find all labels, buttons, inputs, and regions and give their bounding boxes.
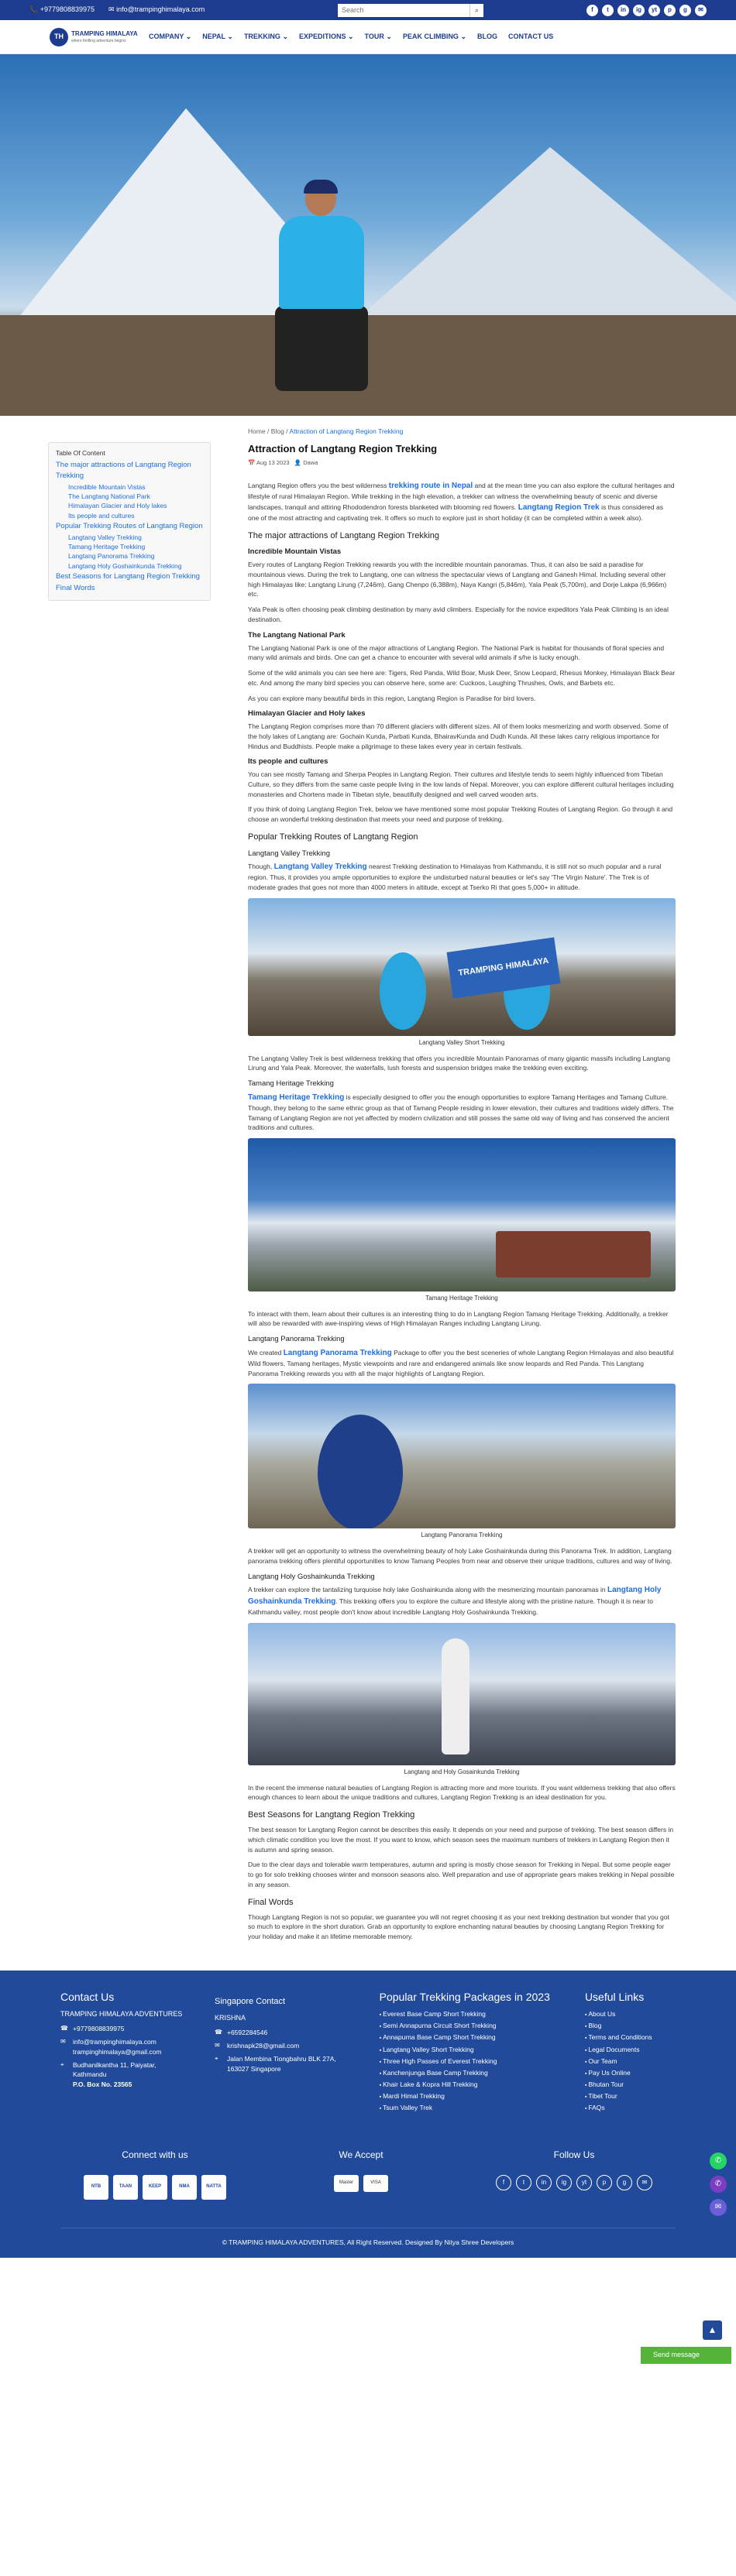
- footer-email[interactable]: krishnapk28@gmail.com: [226, 2042, 300, 2050]
- footer-link[interactable]: ▪ Legal Documents: [585, 2045, 676, 2055]
- footer-link[interactable]: ▪ FAQs: [585, 2103, 676, 2113]
- footer-accept: [334, 2149, 388, 2199]
- footer-address: Budhanilkantha 11, Paiyatar,: [73, 2061, 156, 2070]
- photo-caption: Tamang Heritage Trekking: [425, 1295, 498, 1302]
- linkedin-icon[interactable]: in: [617, 5, 629, 16]
- toc-link[interactable]: Tamang Heritage Trekking: [68, 543, 146, 551]
- gosainkunda-photo: [248, 1623, 676, 1765]
- visa-icon: VISA: [363, 2175, 388, 2192]
- paragraph: Some of the wild animals you can see here are: Tigers, Red Panda, Wild Boar, Musk Deer, Snow Leopard, Rhesus Monkey, Himalayan Black Bear etc. And among the many bird species you can observe here, some are: Cuckoos, Laughing Thrushes, Owls, and Barbets etc.: [248, 669, 676, 687]
- footer-connect: [84, 2149, 226, 2199]
- youtube-icon[interactable]: yt: [648, 5, 660, 16]
- linkedin-icon[interactable]: in: [536, 2175, 552, 2190]
- toc-link[interactable]: Langtang Panorama Trekking: [68, 552, 155, 561]
- nav-item-contact[interactable]: CONTACT US: [507, 32, 554, 40]
- toc-link[interactable]: Himalayan Glacier and Holy lakes: [68, 502, 167, 510]
- toc-link[interactable]: The Langtang National Park: [68, 492, 150, 501]
- subsection-heading: Its people and cultures: [248, 757, 328, 767]
- langtang-valley-photo: [248, 898, 676, 1036]
- twitter-icon[interactable]: t: [602, 5, 614, 16]
- affiliation-badge[interactable]: NATTA: [201, 2175, 226, 2200]
- toc-link[interactable]: Langtang Holy Goshainkunda Trekking: [68, 561, 182, 570]
- google-icon[interactable]: g: [617, 2175, 632, 2190]
- paragraph: The Langtang Region comprises more than 70 different glaciers with different sizes. All of them looks mesmerizing and worth observed. Some of the holy lakes of Langtang are: Gochain Kunda, Parbati Kunda, BhairavKunda and Dudh Kunda. All these lakes carry religious importance for Hindus and Buddhists. People make a pilgrimage to these lakes every year in certain festivals.: [248, 722, 669, 750]
- hero-trekker: [279, 182, 364, 406]
- intro-paragraph: Langtang Region offers you the best wilderness trekking route in Nepal and at the mean time you can also explore the cultural heritages and lifestyle of rural Himalayan Region. While trekking in the high elevation, a trekker can witness the overwhelming beauty of scenic and diverse landscapes, tranquil and attiring Rhododendron forests blanketed with blooming red flowers. Langtang Region Trek is thus considered as one of the most attracting and captivating trek. It offers so much to explore just in short holiday (it can be completed within a week also).: [248, 482, 675, 522]
- instagram-icon[interactable]: ig: [556, 2175, 572, 2190]
- breadcrumb-home[interactable]: Home: [248, 427, 266, 435]
- photo-caption: Langtang and Holy Gosainkunda Trekking: [404, 1768, 520, 1776]
- twitter-icon[interactable]: t: [516, 2175, 531, 2190]
- mail-icon: ✉: [214, 2042, 220, 2049]
- photo-caption: Langtang Panorama Trekking: [421, 1532, 503, 1539]
- search-box: [338, 4, 483, 17]
- footer-package-link[interactable]: ▪ Annapurna Base Camp Short Trekking: [380, 2032, 585, 2043]
- footer-package-link[interactable]: ▪ Khair Lake & Kopra Hill Trekking: [380, 2080, 585, 2090]
- main-nav: [0, 20, 736, 54]
- footer-link[interactable]: ▪ Blog: [585, 2021, 676, 2031]
- paragraph: As you can explore many beautiful birds in this region, Langtang Region is Paradise for bird lovers.: [248, 694, 536, 702]
- footer-heading: We Accept: [339, 2149, 383, 2161]
- subsection-heading: Langtang Holy Goshainkunda Trekking: [248, 1572, 375, 1581]
- inline-link[interactable]: Langtang Holy Goshainkunda Trekking: [248, 1586, 662, 1607]
- mastercard-icon: Master: [334, 2175, 359, 2192]
- paragraph: A trekker will get an opportunity to witness the overwhelming beauty of holy Lake Goshainkunda during this Panorama Trek. In addition, Langtang panorama trekking offers plentiful opportunities to know Tamang Peoples from near and observe their unique traditions, cultures and way of living.: [248, 1547, 672, 1565]
- footer-package-link[interactable]: ▪ Langtang Valley Short Trekking: [380, 2045, 585, 2055]
- footer-heading: Contact Us: [60, 1990, 115, 2003]
- toc-link[interactable]: Its people and cultures: [68, 511, 135, 520]
- paragraph: In the recent the immense natural beauties of Langtang Region is attracting more and more tourists. If you want wilderness trekking that also offers enough chances to learn about the unique traditions and cultures, Langtang Region Trekking is an ideal destination for you.: [248, 1783, 676, 1802]
- topbar-social: [586, 5, 707, 16]
- footer-follow: [496, 2149, 652, 2199]
- toc-link[interactable]: The major attractions of Langtang Region Trekking: [56, 461, 191, 481]
- hero-ground: [0, 315, 736, 416]
- paragraph: Yala Peak is often choosing peak climbing destination by many avid climbers. Especially for the novice expeditors Yala Peak Climbing is an ideal destination.: [248, 605, 669, 623]
- footer-email[interactable]: trampinghimalaya@gmail.com: [73, 2047, 162, 2056]
- photo-caption: Langtang Valley Short Trekking: [418, 1038, 505, 1046]
- footer-link[interactable]: ▪ Bhutan Tour: [585, 2080, 676, 2090]
- mail-icon[interactable]: ✉: [695, 5, 707, 16]
- send-message-button[interactable]: Send message: [641, 2347, 731, 2364]
- pinterest-icon[interactable]: p: [664, 5, 676, 16]
- phone-icon: ☎: [214, 2028, 222, 2036]
- affiliation-badge[interactable]: NMA: [172, 2175, 197, 2200]
- toc-link[interactable]: Final Words: [56, 583, 95, 592]
- langtang-panorama-photo: [248, 1384, 676, 1528]
- subsection-heading: Langtang Valley Trekking: [248, 849, 330, 858]
- paragraph: To interact with them, learn about their cultures is an interesting thing to do in Langtang Region Tamang Heritage Trekking. Additionally, a trekker will also be rewarded with awe-inspiring views of High Himalayan Ranges including Langtang Lirung.: [248, 1309, 669, 1328]
- messenger-icon[interactable]: ✉: [710, 2199, 727, 2216]
- footer-heading: Useful Links: [584, 1990, 645, 2003]
- inline-link[interactable]: trekking route in Nepal: [388, 482, 473, 491]
- paragraph: Every routes of Langtang Region Trekking rewards you with the incredible mountain panoramas. Thus, it can also be said a paradise for mountainous views. During the trek to Langtang, one can witness the spectacular views of Langtang and Ganesh Himal. Including several other high Himalayas like: Langtang Lirung (7,246m), Gang Chenpo (6,388m), Naya Kangri (5,846m), Yala Peak (5,700m), and Dorje Lakpa (6,966m) etc.: [248, 561, 667, 599]
- toc-link[interactable]: Langtang Valley Trekking: [68, 533, 142, 541]
- search-icon[interactable]: ⌕: [469, 4, 483, 17]
- mail-icon: ✉: [60, 2038, 66, 2046]
- inline-link[interactable]: Tamang Heritage Trekking: [248, 1092, 345, 1102]
- footer-package-link[interactable]: ▪ Everest Base Camp Short Trekking: [380, 2009, 585, 2019]
- footer-package-link[interactable]: ▪ Mardi Himal Trekking: [380, 2091, 585, 2101]
- toc-heading: Table Of Content: [56, 449, 105, 457]
- footer-address: 163027 Singapore: [226, 2064, 281, 2073]
- article: [248, 427, 676, 1947]
- viber-icon[interactable]: ✆: [710, 2176, 727, 2193]
- section-heading: Best Seasons for Langtang Region Trekking: [248, 1810, 415, 1820]
- paragraph: Tamang Heritage Trekking is especially designed to offer you the enough opportunities to explore Tamang Heritages and Tamang Culture. Though, they belong to the same ethnic group as that of Tamang People residing in lower elevation, their cultures and traditions widely differs. The Tamang of Langtang Region are not yet affected by modern civilization and still posses the same old way of living and has conserved the ancient traditions and cultures.: [248, 1092, 674, 1132]
- footer-email[interactable]: info@trampinghimalaya.com: [73, 2038, 156, 2046]
- paragraph: Due to the clear days and tolerable warm temperatures, autumn and spring is mostly chose season for Trekking in Nepal. But some people eager to go for solo trekking chooses winter and monsoon seasons also. Well preparation and use of appropriate gears makes trekking in Nepal possible in any season.: [248, 1861, 675, 1888]
- paragraph: The best season for Langtang Region cannot be describes this easily. It depends on your need and purpose of trekking. The best season differs in which climatic condition you love the most. If you want to know, which season sees the maximum numbers of trekkers in Langtang Region then it is autumn and spring season.: [248, 1826, 674, 1854]
- footer-company: TRAMPING HIMALAYA ADVENTURES: [60, 2010, 183, 2019]
- footer-heading: Follow Us: [553, 2149, 595, 2161]
- toc-link[interactable]: Popular Trekking Routes of Langtang Region: [56, 522, 203, 531]
- nav-item-peak-climbing[interactable]: PEAK CLIMBING ⌄: [402, 32, 466, 40]
- breadcrumb-separator: /: [284, 427, 290, 435]
- pinterest-icon[interactable]: p: [597, 2175, 612, 2190]
- footer-package-link[interactable]: ▪ Semi Annapurna Circuit Short Trekking: [380, 2021, 585, 2031]
- footer-heading: Singapore Contact: [214, 1996, 286, 2006]
- footer-heading: Connect with us: [122, 2149, 188, 2161]
- photo-banner: TRAMPING HIMALAYA: [447, 938, 561, 999]
- back-to-top-button[interactable]: ▲: [703, 2320, 722, 2340]
- inline-link[interactable]: Langtang Valley Trekking: [273, 863, 367, 872]
- nav-item-tour[interactable]: TOUR ⌄: [364, 32, 392, 40]
- post-author: 👤 Dawa: [294, 459, 318, 467]
- hero-image: [0, 54, 736, 416]
- paragraph: Though Langtang Region is not so popular, we guarantee you will not regret choosing it as your next trekking destination but wonder that you got so much to explore in the short duration. Grab an opportunity to explore enchanting natural beauties by choosing Langtang Region Trekking for your holiday and make it an lifetime memorable memory.: [248, 1912, 669, 1941]
- whatsapp-icon[interactable]: ✆: [710, 2152, 727, 2170]
- inline-link[interactable]: Langtang Region Trek: [518, 503, 600, 512]
- paragraph: We created Langtang Panorama Trekking Package to offer you the best sceneries of whole Langtang Region Himalayas and also beautiful Wild flowers, Tamang heritages, Mystic viewpoints and rare and endangered animals like snow leopards and Red Panda. This Langtang Panorama Trekking rewards you with all the major highlights of Langtang Region.: [248, 1348, 674, 1377]
- breadcrumb-separator: /: [265, 427, 271, 435]
- nav-item-company[interactable]: COMPANY ⌄: [149, 32, 192, 40]
- subsection-heading: Incredible Mountain Vistas: [248, 547, 342, 557]
- breadcrumb-current: Attraction of Langtang Region Trekking: [289, 427, 404, 435]
- hero-mountain-right: [333, 147, 736, 341]
- phone-icon: ☎: [60, 2025, 68, 2032]
- nav-item-trekking[interactable]: TREKKING ⌄: [243, 32, 288, 40]
- paragraph: The Langtang Valley Trek is best wilderness trekking that offers you incredible Mountain Panoramas of many gigantic massifs including Langtang Lirung and Yala Peak. Moreover, the waterfalls, lush forests and suspension bridges make the trekking even exciting.: [248, 1054, 670, 1072]
- facebook-icon[interactable]: f: [586, 5, 598, 16]
- paragraph: If you think of doing Langtang Region Trek, below we have mentioned some most popular Trekking Routes of Langtang Region. Go through it and choose an wonderful trekking destination that meets your need and purpose of trekking.: [248, 805, 673, 824]
- paragraph: Though, Langtang Valley Trekking nearest Trekking destination to Himalayas from Kathmandu, it is still not so much popular and a rural region. Thus, it provides you ample opportunities to explore the undisturbed natural beauties or let's say 'The Virgin Nature'. The Trek is of moderate grades that goes not more than 4000 meters in altitude, except at Tserko Ri that goes 5,000+ in altitude.: [248, 863, 662, 892]
- nav-menu: [149, 32, 553, 42]
- breadcrumb: [248, 427, 676, 436]
- site-logo[interactable]: [50, 28, 144, 46]
- subsection-heading: The Langtang National Park: [248, 630, 346, 640]
- breadcrumb-blog[interactable]: Blog: [270, 427, 284, 435]
- footer-package-link[interactable]: ▪ Kanchenjunga Base Camp Trekking: [380, 2068, 585, 2078]
- top-bar: [0, 0, 736, 20]
- affiliation-badge[interactable]: KEEP: [143, 2175, 167, 2200]
- inline-link[interactable]: Langtang Panorama Trekking: [283, 1348, 392, 1357]
- footer-singapore: [215, 1989, 380, 2115]
- google-icon[interactable]: g: [679, 5, 691, 16]
- footer-package-link[interactable]: ▪ Tsum Valley Trek: [380, 2103, 585, 2113]
- footer-link[interactable]: ▪ Terms and Conditions: [585, 2032, 676, 2043]
- copyright: © TRAMPING HIMALAYA ADVENTURES, All Right Reserved. Designed By Nitya Shree Developers: [60, 2228, 676, 2258]
- nav-item-blog[interactable]: BLOG: [476, 32, 497, 40]
- footer-link[interactable]: ▪ Our Team: [585, 2056, 676, 2067]
- footer-link[interactable]: ▪ Tibet Tour: [585, 2091, 676, 2101]
- affiliation-badge[interactable]: NTB: [84, 2175, 108, 2200]
- table-of-contents: [48, 442, 211, 1947]
- toc-link[interactable]: Best Seasons for Langtang Region Trekking: [56, 572, 200, 581]
- post-date: 📅 Aug 13 2023: [248, 459, 290, 467]
- footer-address: Jalan Membina Tiongbahru BLK 27A,: [226, 2055, 336, 2063]
- logo-tagline: where thrilling adventure begins: [71, 38, 126, 43]
- instagram-icon[interactable]: ig: [633, 5, 645, 16]
- affiliation-badge[interactable]: TAAN: [113, 2175, 138, 2200]
- topbar-email[interactable]: ✉ info@trampinghimalaya.com: [108, 5, 205, 14]
- footer-useful-links: [585, 1989, 676, 2115]
- paragraph: The Langtang National Park is one of the major attractions of Langtang Region. The National Park is habitat for thousands of floral species and many wild animals and birds. One can get a chance to encounter with several wild animals if s/he is lucky enough.: [248, 643, 665, 662]
- footer-packages: [380, 1989, 585, 2115]
- topbar-phone[interactable]: 📞 +9779808839975: [29, 5, 95, 14]
- logo-icon: TH: [50, 28, 68, 46]
- nav-item-nepal[interactable]: NEPAL ⌄: [202, 32, 233, 40]
- post-meta: [248, 459, 676, 468]
- site-footer: [0, 1971, 736, 2258]
- section-heading: The major attractions of Langtang Region Trekking: [248, 530, 440, 540]
- location-icon: ⌖: [60, 2061, 64, 2069]
- tamang-heritage-photo: [248, 1138, 676, 1291]
- youtube-icon[interactable]: yt: [576, 2175, 592, 2190]
- facebook-icon[interactable]: f: [496, 2175, 511, 2190]
- paragraph: A trekker can explore the tantalizing turquoise holy lake Goshainkunda along with the mesmerizing mountain panoramas in Langtang Holy Goshainkunda Trekking. This trekking offers you to explore the culture and lifestyle along with the pristine nature. Though it is near to Kathmandu valley, most people don't know about incredible Langtang Holy Goshainkunda Trekking.: [248, 1586, 662, 1617]
- subsection-heading: Himalayan Glacier and Holy lakes: [248, 709, 366, 719]
- mail-icon[interactable]: ✉: [637, 2175, 652, 2190]
- footer-link[interactable]: ▪ Pay Us Online: [585, 2068, 676, 2078]
- toc-link[interactable]: Incredible Mountain Vistas: [68, 482, 146, 491]
- footer-contact: [60, 1989, 215, 2115]
- footer-address: Kathmandu: [73, 2070, 107, 2079]
- location-icon: ⌖: [214, 2055, 218, 2063]
- paragraph: You can see mostly Tamang and Sherpa Peoples in Langtang Region. Their cultures and lifestyle tends to seem highly influenced from Tibetan Culture, so they differs from the same caste people living in the low lands of Nepal. Moreover, you can explore different cultural heritages including monasteries and Chortens made in Tibetan style, beautifully designed and well carved wooden arts.: [248, 770, 674, 798]
- nav-item-expeditions[interactable]: EXPEDITIONS ⌄: [298, 32, 354, 40]
- subsection-heading: Langtang Panorama Trekking: [248, 1335, 345, 1344]
- footer-name: KRISHNA: [214, 2013, 246, 2022]
- footer-link[interactable]: ▪ About Us: [585, 2009, 676, 2019]
- footer-heading: Popular Trekking Packages in 2023: [379, 1990, 550, 2003]
- footer-package-link[interactable]: ▪ Three High Passes of Everest Trekking: [380, 2056, 585, 2067]
- subsection-heading: Tamang Heritage Trekking: [248, 1079, 334, 1089]
- page-title: Attraction of Langtang Region Trekking: [248, 443, 438, 455]
- section-heading: Final Words: [248, 1897, 294, 1907]
- footer-phone[interactable]: +9779808839975: [73, 2025, 125, 2033]
- search-input[interactable]: [338, 4, 469, 17]
- logo-title: TRAMPING HIMALAYA: [71, 30, 138, 38]
- section-heading: Popular Trekking Routes of Langtang Region: [248, 832, 418, 842]
- footer-pobox: P.O. Box No. 23565: [73, 2080, 132, 2088]
- footer-phone[interactable]: +6592284546: [226, 2028, 268, 2036]
